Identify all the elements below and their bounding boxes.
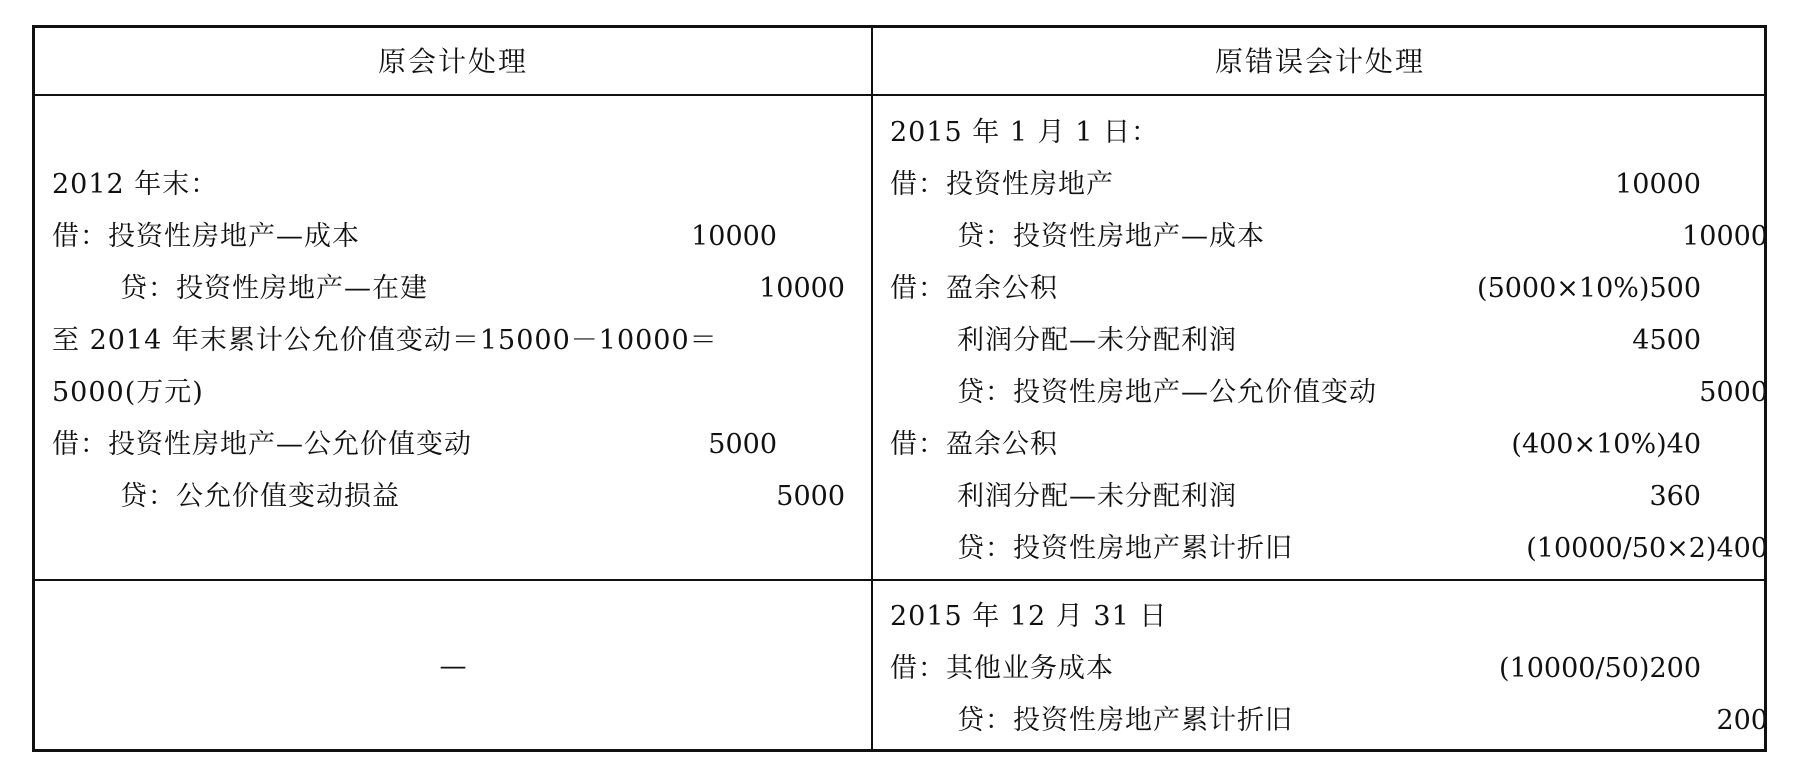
left-line-credit-gain-loss: 贷：公允价值变动损益 — [120, 481, 400, 512]
accounting-table — [32, 25, 1767, 752]
right-amount-credit-depreciation-2: 200 — [1716, 705, 1768, 736]
left-line-debit-fair-value: 借：投资性房地产—公允价值变动 — [52, 429, 472, 460]
right-amount-debit-surplus-1: (5000×10%)500 — [1477, 273, 1701, 304]
right-amount-credit-fair-value: 5000 — [1699, 377, 1768, 408]
right-line-year-end-date: 2015 年 12 月 31 日 — [890, 601, 1168, 632]
right-amount-debit-other-cost: (10000/50)200 — [1499, 653, 1701, 684]
left-amount-debit-fair-value: 5000 — [708, 429, 777, 460]
right-line-profit-distribution-2: 利润分配—未分配利润 — [957, 481, 1237, 512]
right-amount-debit-property: 10000 — [1615, 169, 1701, 200]
left-amount-debit-cost: 10000 — [691, 221, 777, 252]
right-amount-credit-cost: 10000 — [1682, 221, 1768, 252]
left-amount-credit-construction: 10000 — [759, 273, 845, 304]
left-line-debit-cost: 借：投资性房地产—成本 — [52, 221, 360, 252]
left-line-fair-value-result: 5000(万元) — [52, 377, 204, 408]
right-line-date: 2015 年 1 月 1 日： — [890, 117, 1159, 148]
left-amount-credit-gain-loss: 5000 — [776, 481, 845, 512]
right-line-credit-cost: 贷：投资性房地产—成本 — [957, 221, 1265, 252]
right-line-credit-depreciation-1: 贷：投资性房地产累计折旧 — [957, 533, 1293, 564]
header-original-treatment: 原会计处理 — [377, 45, 528, 78]
left-line-year: 2012 年末： — [52, 169, 219, 200]
right-line-credit-fair-value: 贷：投资性房地产—公允价值变动 — [957, 377, 1377, 408]
right-amount-profit-distribution-1: 4500 — [1632, 325, 1701, 356]
right-line-debit-other-cost: 借：其他业务成本 — [890, 653, 1114, 684]
left-line-credit-construction: 贷：投资性房地产—在建 — [120, 273, 428, 304]
right-line-debit-property: 借：投资性房地产 — [890, 169, 1114, 200]
right-line-debit-surplus-1: 借：盈余公积 — [890, 273, 1058, 304]
right-line-credit-depreciation-2: 贷：投资性房地产累计折旧 — [957, 705, 1293, 736]
left-empty-dash: — — [439, 651, 467, 682]
left-line-fair-value-calc: 至 2014 年末累计公允价值变动＝15000－10000＝ — [52, 325, 718, 356]
row-divider — [35, 579, 1764, 581]
header-erroneous-treatment: 原错误会计处理 — [1214, 45, 1425, 78]
right-line-debit-surplus-2: 借：盈余公积 — [890, 429, 1058, 460]
right-amount-credit-depreciation-1: (10000/50×2)400 — [1526, 533, 1768, 564]
column-divider — [871, 28, 873, 749]
right-line-profit-distribution-1: 利润分配—未分配利润 — [957, 325, 1237, 356]
right-amount-debit-surplus-2: (400×10%)40 — [1511, 429, 1701, 460]
right-amount-profit-distribution-2: 360 — [1649, 481, 1701, 512]
